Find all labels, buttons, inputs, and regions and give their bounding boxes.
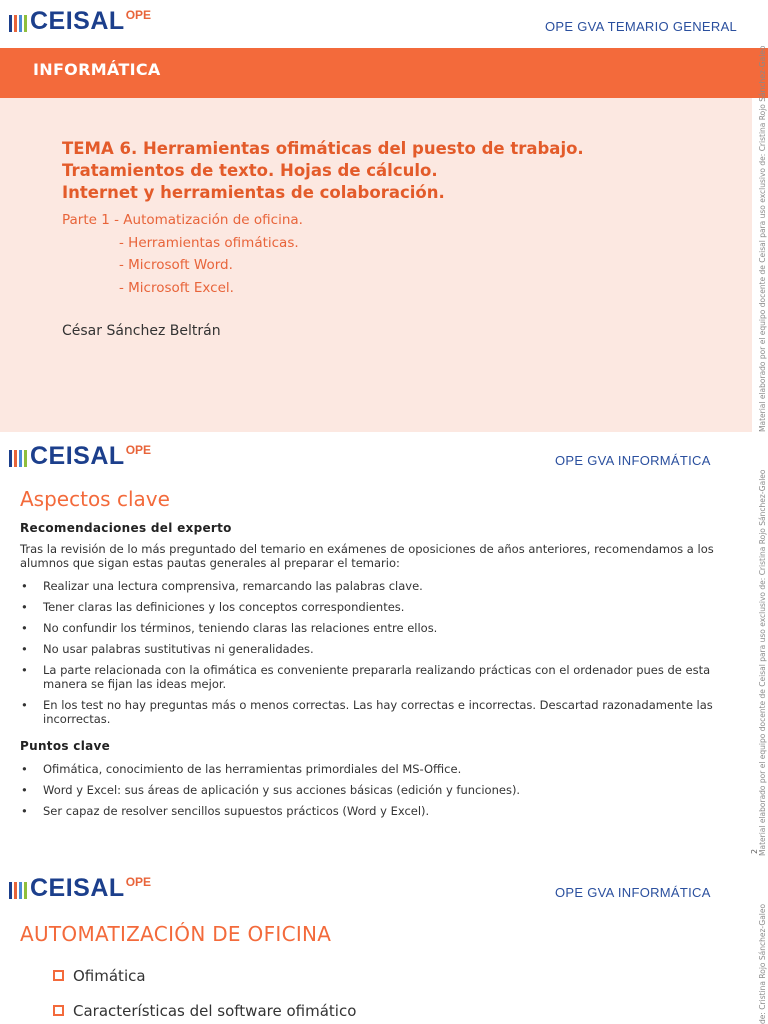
- logo-wordmark: CEISAL: [30, 7, 125, 35]
- ceisal-logo: [9, 444, 151, 469]
- slide-office-automation: [0, 856, 768, 1024]
- cover-body: [0, 98, 752, 432]
- header-course-label: OPE GVA INFORMÁTICA: [555, 453, 711, 468]
- recommendations-list: [20, 579, 752, 733]
- list-item: • Realizar una lectura comprensiva, remarcando las palabras clave.: [21, 579, 423, 593]
- key-points-list: [20, 762, 752, 825]
- header-course-label: OPE GVA INFORMÁTICA: [555, 885, 711, 900]
- list-item: Ofimática: [53, 958, 356, 993]
- slide-cover: [0, 0, 768, 432]
- slide-key-aspects: [0, 432, 768, 856]
- logo-suffix: OPE: [125, 875, 152, 889]
- topic-title-line: Tratamientos de texto. Hojas de cálculo.: [62, 161, 438, 180]
- section-band: [0, 48, 768, 98]
- intro-paragraph: Tras la revisión de lo más preguntado del temario en exámenes de oposiciones de años anteriores, recomendamos a los alumnos que sigan estas pautas generales al preparar el temario:: [20, 542, 714, 570]
- header-course-label: OPE GVA TEMARIO GENERAL: [545, 19, 738, 34]
- topic-title: [62, 138, 584, 204]
- topic-parts: [62, 209, 303, 299]
- section-heading: Puntos clave: [20, 739, 111, 753]
- side-watermark: Material elaborado por el equipo docente de Ceisal para uso exclusivo de: Cristina Rojo Sánchez-Galeo: [758, 45, 767, 432]
- part-line: Parte 1 - Automatización de oficina.: [62, 212, 303, 228]
- slide-title: Aspectos clave: [20, 487, 170, 511]
- slide-title: AUTOMATIZACIÓN DE OFICINA: [20, 922, 332, 946]
- logo-bars-icon: [9, 882, 27, 899]
- logo-wordmark: CEISAL: [30, 442, 125, 470]
- side-watermark: Material elaborado por el equipo docente de Ceisal para uso exclusivo de: Cristina Rojo Sánchez-Galeo: [758, 469, 767, 856]
- ceisal-logo: [9, 9, 151, 34]
- side-watermark: de: Cristina Rojo Sánchez-Galeo: [758, 903, 767, 1024]
- logo-suffix: OPE: [125, 443, 152, 457]
- author-name: César Sánchez Beltrán: [62, 323, 221, 339]
- logo-wordmark: CEISAL: [30, 874, 125, 902]
- list-item: • Word y Excel: sus áreas de aplicación y sus acciones básicas (edición y funciones).: [21, 783, 521, 797]
- topics-list: [53, 958, 356, 1024]
- logo-bars-icon: [9, 450, 27, 467]
- page-number: 2: [750, 848, 760, 855]
- logo-bars-icon: [9, 15, 27, 32]
- ceisal-logo: [9, 876, 151, 901]
- checkbox-square-icon: [53, 1005, 64, 1016]
- list-item: • Tener claras las definiciones y los conceptos correspondientes.: [21, 600, 405, 614]
- list-item: • Ser capaz de resolver sencillos supuestos prácticos (Word y Excel).: [21, 804, 430, 818]
- section-band-label: INFORMÁTICA: [33, 60, 161, 79]
- checkbox-square-icon: [53, 970, 64, 981]
- section-heading: Recomendaciones del experto: [20, 521, 232, 535]
- topic-title-line: Internet y herramientas de colaboración.: [62, 183, 445, 202]
- list-item: • Ofimática, conocimiento de las herramientas primordiales del MS-Office.: [21, 762, 462, 776]
- list-item: • No usar palabras sustitutivas ni generalidades.: [21, 642, 314, 656]
- logo-suffix: OPE: [125, 8, 152, 22]
- list-item: • No confundir los términos, teniendo claras las relaciones entre ellos.: [21, 621, 438, 635]
- list-item: Características del software ofimático: [53, 993, 356, 1024]
- list-item: • La parte relacionada con la ofimática es conveniente prepararla realizando prácticas con el ordenador pues de esta manera se fijan las ideas mejor.: [21, 663, 711, 691]
- topic-title-line: TEMA 6. Herramientas ofimáticas del puesto de trabajo.: [62, 139, 584, 158]
- part-line: - Microsoft Excel.: [119, 279, 234, 296]
- part-line: - Microsoft Word.: [119, 257, 233, 273]
- list-item: • En los test no hay preguntas más o menos correctas. Las hay correctas e incorrectas. Descartad razonadamente las incorrectas.: [21, 698, 713, 726]
- part-line: - Herramientas ofimáticas.: [119, 234, 299, 251]
